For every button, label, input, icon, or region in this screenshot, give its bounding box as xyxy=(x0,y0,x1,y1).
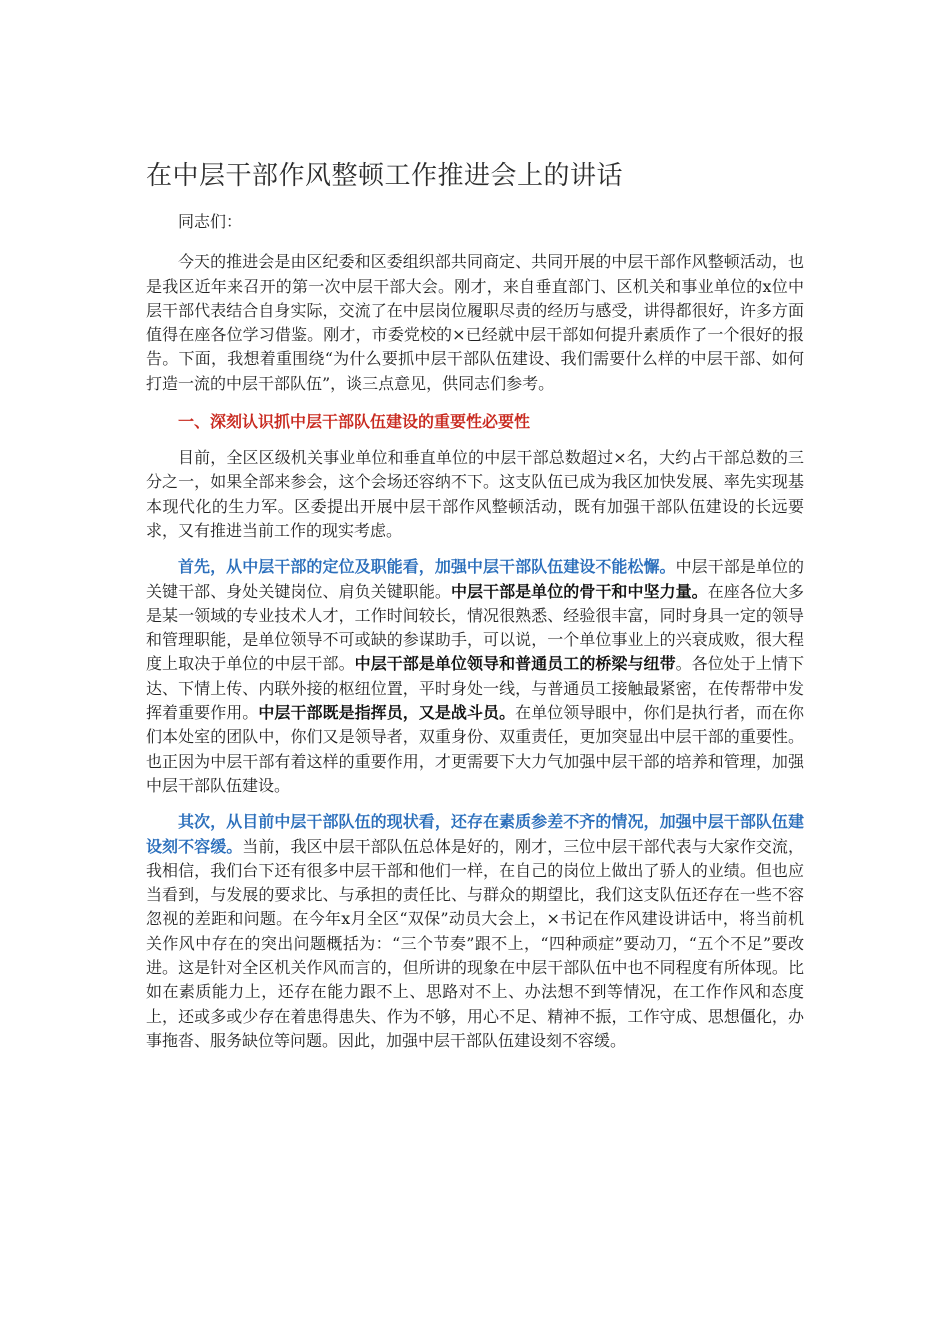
section1-paragraph-2 xyxy=(146,555,804,798)
salutation: 同志们： xyxy=(178,212,243,231)
paragraph-text: 当前，我区中层干部队伍总体是好的，刚才，三位中层干部代表与大家作交流，我相信，我们台下还有很多中层干部和他们一样，在自己的岗位上做出了骄人的业绩。但也应当看到，与发展的要求比、与承担的责任比、与群众的期望比，我们这支队伍还存在一些不容忽视的差距和问题。在今年x月全区“双保”动员大会上，×书记在作风建设讲话中，将当前机关作风中存在的突出问题概括为：“三个节奏”跟不上，“四种顽症”要动刀，“五个不足”要改进。这是针对全区机关作风而言的，但所讲的现象在中层干部队伍中也不同程度有所体现。比如在素质能力上，还存在能力跟不上、思路对不上、办法想不到等情况，在工作作风和态度上，还或多或少存在着患得患失、作为不够，用心不足、精神不振，工作守成、思想僵化，办事拖沓、服务缺位等问题。因此，加强中层干部队伍建设刻不容缓。 xyxy=(146,836,804,1050)
section1-paragraph-3 xyxy=(146,810,804,1053)
document-body xyxy=(146,150,804,1065)
paragraph-text: 在单位领导眼中，你们是执行者，而在你们本处室的团队中，你们又是领导者，双重身份、双重责任，更加突显出中层干部的重要性。也正因为中层干部有着这样的重要作用，才更需要下大力气加强中层干部的培养和管理，加强中层干部队伍建设。 xyxy=(146,703,804,795)
section-heading-1: 一、深刻认识抓中层干部队伍建设的重要性必要性 xyxy=(178,412,531,432)
paragraph-text: 中层干部是单位的关键干部、身处关键岗位、肩负关键职能。 xyxy=(146,557,804,601)
document-title: 在中层干部作风整顿工作推进会上的讲话 xyxy=(146,161,624,191)
bold-sentence: 中层干部是单位的骨干和中坚力量。 xyxy=(450,581,708,601)
lead-sentence-first: 首先，从中层干部的定位及职能看，加强中层干部队伍建设不能松懈。 xyxy=(178,557,676,577)
section1-paragraph-1: 目前，全区区级机关事业单位和垂直单位的中层干部总数超过×名，大约占干部总数的三分之一，如果全部来参会，这个会场还容纳不下。这支队伍已成为我区加快发展、率先实现基本现代化的生力军。区委提出开展中层干部作风整顿活动，既有加强干部队伍建设的长远要求，又有推进当前工作的现实考虑。 xyxy=(146,448,804,540)
paragraph-text: 在座各位大多是某一领域的专业技术人才，工作时间较长，情况很熟悉、经验很丰富，同时身具一定的领导和管理职能，是单位领导不可或缺的参谋助手，可以说，一个单位事业上的兴衰成败，很大程度上取决于单位的中层干部。 xyxy=(146,581,804,674)
bold-sentence: 中层干部既是指挥员，又是战斗员。 xyxy=(258,703,516,723)
paragraph-text: 。各位处于上情下达、下情上传、内联外接的枢纽位置，平时身处一线，与普通员工接触最紧密，在传帮带中发挥着重要作用。 xyxy=(146,654,804,723)
bold-sentence: 中层干部是单位领导和普通员工的桥梁与纽带 xyxy=(354,654,676,674)
lead-sentence-second: 其次，从目前中层干部队伍的现状看，还存在素质参差不齐的情况，加强中层干部队伍建设刻不容缓。 xyxy=(146,812,804,856)
intro-paragraph: 今天的推进会是由区纪委和区委组织部共同商定、共同开展的中层干部作风整顿活动，也是我区近年来召开的第一次中层干部大会。刚才，来自垂直部门、区机关和事业单位的x位中层干部代表结合自身实际，交流了在中层岗位履职尽责的经历与感受，讲得都很好，许多方面值得在座各位学习借鉴。刚才，市委党校的×已经就中层干部如何提升素质作了一个很好的报告。下面，我想着重围绕“为什么要抓中层干部队伍建设、我们需要什么样的中层干部、如何打造一流的中层干部队伍”，谈三点意见，供同志们参考。 xyxy=(146,252,804,393)
